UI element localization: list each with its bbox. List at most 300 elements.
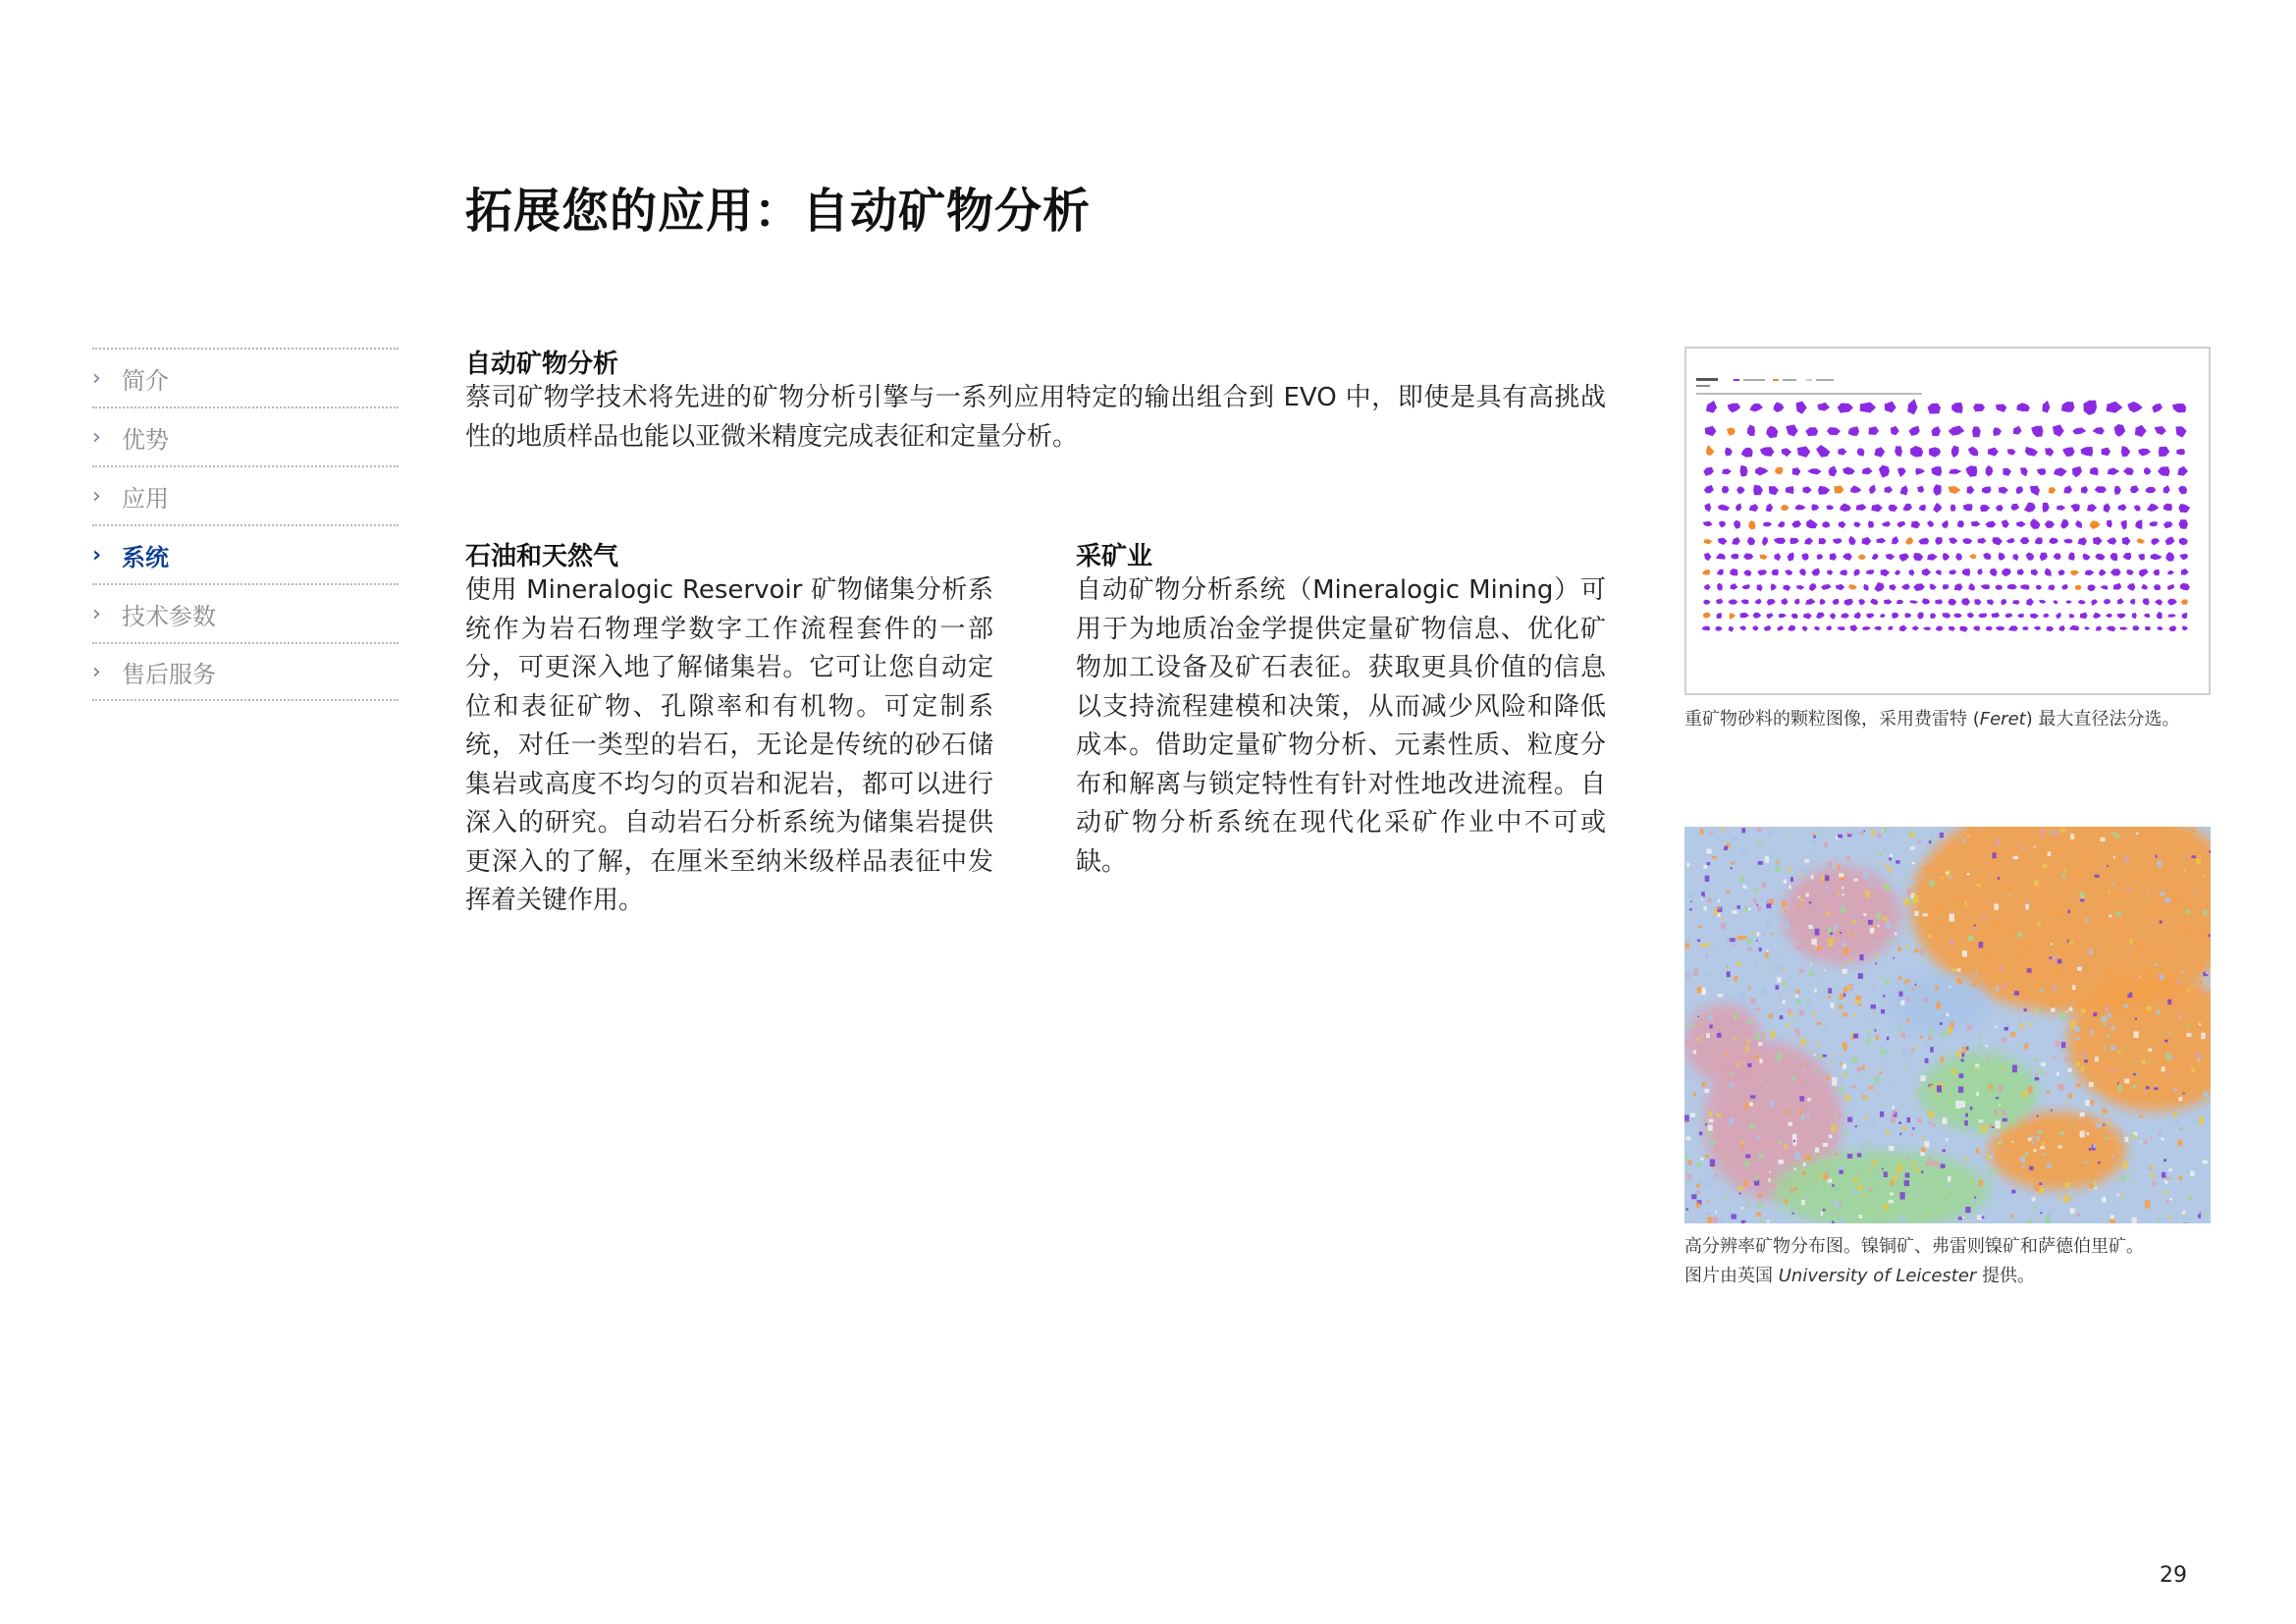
mineral-distribution-map: [1684, 827, 2211, 1223]
mineral-speck: [2040, 1213, 2042, 1215]
mineral-speck: [2017, 847, 2021, 851]
mineral-speck: [1791, 1077, 1795, 1081]
mineral-speck: [1887, 941, 1890, 946]
mineral-speck: [1759, 947, 1762, 951]
grain-shape: [1913, 553, 1923, 561]
mineral-speck: [1828, 928, 1832, 931]
mineral-speck: [2116, 1156, 2120, 1159]
grain-shape: [1849, 624, 1857, 631]
mineral-speck: [2160, 920, 2163, 923]
mineral-speck: [1876, 913, 1881, 920]
grain-shape: [1753, 485, 1763, 496]
mineral-speck: [1745, 1155, 1750, 1159]
grain-shape: [1785, 569, 1792, 574]
grain-shape: [1802, 486, 1811, 493]
mineral-speck: [1770, 853, 1773, 857]
mineral-speck: [2037, 910, 2039, 913]
caption-italic: Feret: [1979, 709, 2026, 730]
grain-shape: [2157, 612, 2163, 619]
mineral-speck: [1962, 950, 1967, 957]
mineral-speck: [2116, 1194, 2119, 1196]
mineral-speck: [1839, 873, 1843, 877]
mineral-speck: [1976, 1092, 1979, 1096]
grain-shape: [1870, 599, 1879, 606]
mineral-speck: [1900, 1001, 1904, 1005]
grain-shape: [1775, 467, 1783, 474]
grain-shape: [2096, 626, 2103, 631]
mineral-speck: [1846, 855, 1850, 860]
grain-shape: [1719, 521, 1726, 528]
mineral-speck: [1801, 1200, 1805, 1205]
mineral-speck: [1962, 1217, 1964, 1218]
mineral-speck: [2105, 1047, 2107, 1049]
mineral-speck: [1868, 1086, 1873, 1089]
mineral-speck: [2074, 902, 2076, 903]
grain-shape: [2175, 426, 2186, 437]
mineral-speck: [1885, 1050, 1889, 1054]
mineral-speck: [1832, 910, 1837, 916]
mineral-speck: [1957, 981, 1962, 985]
mineral-speck: [1708, 1125, 1713, 1131]
mineral-speck: [2149, 1167, 2152, 1169]
mineral-speck: [1722, 829, 1726, 832]
mineral-speck: [1756, 855, 1758, 857]
mineral-speck: [1929, 1121, 1932, 1124]
mineral-speck: [1690, 901, 1692, 903]
mineral-speck: [2044, 903, 2048, 906]
mineral-speck: [2135, 1060, 2137, 1062]
grain-shape: [1796, 402, 1807, 414]
mineral-speck: [1795, 995, 1799, 998]
mineral-speck: [1871, 830, 1875, 836]
mineral-speck: [2139, 980, 2141, 982]
mineral-speck: [2193, 891, 2197, 893]
mineral-speck: [1795, 909, 1800, 913]
mineral-speck: [1972, 899, 1978, 907]
mineral-speck: [2072, 985, 2076, 990]
mineral-speck: [1775, 965, 1780, 973]
mineral-speck: [1727, 966, 1729, 968]
mineral-speck: [1861, 1142, 1866, 1149]
mineral-speck: [1791, 967, 1793, 969]
grain-shape: [2057, 569, 2064, 575]
grain-shape: [2154, 584, 2162, 590]
mineral-speck: [1795, 946, 1801, 949]
grain-shape: [1786, 424, 1797, 436]
mineral-speck: [1801, 1084, 1803, 1085]
grain-shape: [1747, 425, 1755, 437]
mineral-speck: [1947, 1185, 1949, 1188]
grain-shape: [2150, 521, 2158, 526]
mining-heading: 采矿业: [1076, 542, 1153, 571]
mineral-speck: [1686, 1174, 1691, 1179]
sidebar-item-service[interactable]: [92, 642, 399, 701]
mineral-speck: [1812, 946, 1814, 947]
mineral-speck: [1990, 1157, 1992, 1158]
mineral-speck: [1989, 1085, 1994, 1089]
mineral-speck: [1842, 1012, 1847, 1016]
mineral-speck: [1913, 894, 1919, 903]
sidebar-item-applications[interactable]: [92, 465, 399, 524]
grain-shape: [1735, 504, 1741, 512]
grain-shape: [2004, 613, 2012, 618]
mineral-speck: [1718, 994, 1723, 997]
grain-shape: [2135, 519, 2142, 528]
sidebar-item-intro[interactable]: [92, 348, 399, 406]
mineral-speck: [1809, 971, 1814, 976]
grain-shape: [1814, 626, 1820, 630]
mineral-speck: [1921, 1170, 1923, 1173]
mineral-speck: [1702, 1082, 1706, 1088]
mineral-speck: [2023, 1073, 2026, 1075]
mineral-speck: [1725, 1131, 1728, 1133]
mineral-speck: [2036, 1136, 2039, 1141]
mineral-speck: [1912, 1163, 1916, 1165]
grain-shape: [1972, 426, 1981, 437]
grain-shape: [2158, 466, 2170, 476]
mineral-speck: [1899, 992, 1903, 997]
mineral-speck: [1968, 936, 1973, 942]
sidebar-item-advantages[interactable]: [92, 406, 399, 465]
mineral-speck: [1912, 1127, 1914, 1129]
mineral-speck: [1865, 891, 1870, 897]
grain-shape: [1743, 570, 1751, 576]
mineral-speck: [1758, 1042, 1762, 1046]
mineral-speck: [1755, 961, 1758, 965]
grain-shape: [2121, 446, 2130, 457]
mineral-speck: [1828, 861, 1833, 866]
mineral-speck: [1741, 1207, 1743, 1209]
mineral-speck: [1968, 1071, 1970, 1072]
mineral-speck: [2000, 966, 2004, 970]
mineral-speck: [1923, 1136, 1925, 1139]
mineral-speck: [1974, 925, 1976, 927]
mineral-speck: [1688, 893, 1692, 896]
mineral-speck: [1756, 1213, 1761, 1217]
mineral-speck: [2052, 986, 2056, 991]
mineral-speck: [2117, 1082, 2119, 1084]
mineral-speck: [1694, 969, 1699, 976]
mineral-speck: [1942, 975, 1944, 977]
grain-shape: [1968, 583, 1975, 591]
grain-shape: [1703, 521, 1713, 527]
grain-shape: [2130, 485, 2139, 493]
mineral-speck: [1824, 1173, 1829, 1180]
mineral-speck: [2128, 976, 2132, 979]
mineral-speck: [1701, 1034, 1704, 1038]
grain-shape: [2123, 467, 2134, 475]
mineral-speck: [1759, 1153, 1763, 1158]
mineral-speck: [1899, 911, 1903, 913]
mineral-speck: [1904, 1067, 1906, 1070]
grain-shape: [1722, 486, 1729, 494]
mineral-speck: [1876, 1172, 1878, 1174]
mineral-speck: [2035, 1131, 2037, 1134]
mineral-speck: [2023, 967, 2025, 970]
mineral-speck: [1894, 1175, 1898, 1181]
mineral-speck: [1845, 1095, 1850, 1102]
mineral-speck: [1786, 1110, 1789, 1114]
mineral-speck: [1967, 873, 1970, 875]
mineral-speck: [2123, 1054, 2125, 1056]
mineral-speck: [1708, 1110, 1712, 1116]
mineral-speck: [2169, 1032, 2172, 1035]
mineral-speck: [1949, 876, 1952, 879]
mineral-speck: [2072, 840, 2075, 843]
mineral-speck: [2119, 843, 2123, 849]
grain-shape: [1909, 600, 1918, 604]
grain-shape: [2056, 506, 2065, 511]
mineral-speck: [2061, 949, 2066, 954]
mineral-speck: [1898, 1121, 1901, 1124]
grain-shape: [2163, 521, 2173, 528]
mineral-speck: [1920, 1036, 1923, 1039]
caption-text: 高分辨率矿物分布图。镍铜矿、弗雷则镍矿和萨德伯里矿。: [1684, 1236, 2144, 1257]
mineral-speck: [2061, 1042, 2066, 1048]
mineral-speck: [1876, 1035, 1879, 1040]
mineral-speck: [1972, 1024, 1974, 1026]
grain-shape: [1899, 625, 1907, 632]
mineral-speck: [2028, 1023, 2032, 1026]
mineral-speck: [1961, 1059, 1964, 1062]
mineral-speck: [1838, 865, 1841, 870]
mineral-speck: [1810, 963, 1812, 965]
mineral-speck: [2011, 1141, 2013, 1142]
mineral-speck: [2151, 837, 2155, 842]
mineral-speck: [1963, 905, 1966, 909]
mineral-speck: [2111, 903, 2114, 905]
grain-shape: [2114, 424, 2126, 437]
mineral-speck: [1950, 1192, 1952, 1194]
mineral-speck: [2175, 1148, 2177, 1149]
mineral-speck: [1996, 1026, 1998, 1029]
mineral-speck: [1697, 1016, 1699, 1017]
mineral-speck: [1821, 881, 1823, 884]
mineral-speck: [1761, 1114, 1764, 1118]
mineral-speck: [2139, 1115, 2143, 1118]
mineral-speck: [2081, 1067, 2085, 1072]
mineral-speck: [2145, 955, 2150, 959]
mineral-speck: [1982, 1073, 1986, 1077]
mineral-speck: [1707, 1217, 1712, 1223]
mineral-speck: [1701, 1158, 1704, 1161]
grain-shape: [2013, 426, 2022, 435]
mineral-speck: [2141, 1059, 2146, 1063]
mineral-speck: [1997, 1142, 2000, 1145]
grain-shape: [2091, 599, 2098, 606]
mineral-speck: [1763, 933, 1765, 935]
grain-shape: [2049, 487, 2056, 494]
mineral-speck: [1996, 1097, 1999, 1099]
mineral-speck: [1828, 988, 1832, 994]
mineral-speck: [2097, 1086, 2099, 1088]
mineral-speck: [1973, 928, 1976, 931]
mineral-speck: [1784, 880, 1787, 885]
grain-shape: [2117, 614, 2126, 619]
mineral-speck: [2107, 1035, 2109, 1038]
mineral-speck: [2045, 1072, 2047, 1074]
mineral-speck: [1727, 890, 1730, 893]
mineral-speck: [2074, 1094, 2076, 1096]
mineral-speck: [1700, 944, 1705, 947]
mineral-speck: [1802, 1171, 1806, 1175]
mineral-speck: [1857, 1172, 1859, 1175]
mineral-speck: [1792, 1134, 1796, 1140]
mineral-speck: [1904, 1180, 1909, 1186]
mineral-speck: [2200, 1213, 2202, 1214]
mineral-speck: [2141, 932, 2143, 933]
mineral-speck: [1949, 940, 1954, 945]
mineral-speck: [1737, 1187, 1742, 1191]
mineral-speck: [1904, 1110, 1906, 1113]
mineral-speck: [1882, 917, 1887, 921]
mineral-speck: [2014, 969, 2018, 974]
grain-shape: [1802, 554, 1809, 561]
grain-shape: [1703, 613, 1711, 619]
mineral-speck: [1777, 861, 1779, 865]
mineral-speck: [1864, 831, 1866, 833]
mineral-speck: [1769, 1014, 1773, 1019]
mineral-speck: [2133, 976, 2137, 979]
mineral-speck: [1923, 998, 1928, 1001]
sidebar-item-label: 应用: [122, 484, 169, 513]
grain-shape: [1816, 445, 1830, 458]
grain-shape: [1803, 613, 1812, 619]
grain-shape: [2064, 539, 2073, 544]
mineral-speck: [1879, 1071, 1883, 1074]
grain-shape: [2070, 570, 2079, 576]
mineral-speck: [1693, 1051, 1696, 1055]
mineral-speck: [1788, 1008, 1791, 1013]
mineral-speck: [2068, 910, 2070, 913]
mineral-speck: [2112, 978, 2115, 980]
mineral-speck: [1914, 911, 1918, 916]
mineral-speck: [2101, 833, 2104, 837]
mineral-speck: [1848, 900, 1850, 902]
grain-shape: [2020, 467, 2028, 476]
mineral-speck: [1890, 1181, 1894, 1185]
mineral-speck: [1852, 1056, 1857, 1062]
mineral-speck: [1756, 1008, 1760, 1011]
grain-shape: [1862, 467, 1873, 474]
mineral-speck: [2078, 923, 2080, 926]
mineral-speck: [2054, 1056, 2056, 1058]
mineral-speck: [1916, 1093, 1919, 1096]
grain-shape: [2127, 402, 2142, 412]
grain-shape: [1833, 538, 1842, 544]
mineral-speck: [1834, 1115, 1837, 1117]
mineral-speck: [1686, 1208, 1688, 1210]
mineral-speck: [2034, 1058, 2039, 1062]
mineral-speck: [1900, 1192, 1905, 1199]
mineral-speck: [1826, 887, 1830, 890]
grain-shape: [2093, 613, 2102, 619]
mineral-speck: [2061, 874, 2065, 878]
grain-shape: [2146, 487, 2157, 493]
mineral-speck: [2160, 1016, 2162, 1018]
grain-shape: [2044, 614, 2050, 618]
mineral-speck: [2190, 1171, 2195, 1177]
mineral-speck: [2174, 846, 2177, 850]
mineral-speck: [1834, 1058, 1836, 1060]
grain-shape: [1706, 401, 1717, 413]
mineral-speck: [1705, 1155, 1709, 1158]
mineral-speck: [2080, 899, 2085, 902]
grain-shape: [1704, 553, 1711, 561]
grain-shape: [1948, 599, 1956, 606]
mineral-speck: [1766, 903, 1771, 908]
grain-shape: [1791, 614, 1798, 619]
mineral-speck: [1831, 1059, 1833, 1062]
grain-shape: [1913, 583, 1925, 591]
mineral-speck: [2064, 1195, 2069, 1202]
mineral-speck: [2059, 926, 2062, 928]
sidebar-item-systems[interactable]: [92, 524, 399, 583]
grain-shape: [2108, 467, 2120, 474]
mineral-speck: [2179, 1097, 2183, 1101]
sidebar-item-specs[interactable]: [92, 583, 399, 642]
mineral-speck: [1974, 1196, 1976, 1198]
mineral-speck: [1982, 916, 1987, 919]
grain-shape: [2142, 584, 2149, 590]
mineral-speck: [1843, 1047, 1847, 1052]
mineral-speck: [1793, 1140, 1795, 1142]
mineral-speck: [2040, 990, 2044, 993]
mineral-speck: [2139, 977, 2141, 978]
grain-shape: [1892, 536, 1898, 544]
mineral-speck: [1859, 1077, 1862, 1079]
mineral-speck: [1892, 1110, 1896, 1114]
mineral-speck: [1854, 916, 1856, 919]
mineral-speck: [1999, 1105, 2001, 1107]
mineral-speck: [1902, 1052, 1904, 1053]
grain-shape: [2010, 504, 2019, 511]
mineral-speck: [1837, 1183, 1839, 1185]
mineral-speck: [2024, 1044, 2028, 1050]
mineral-speck: [2059, 1132, 2064, 1135]
mineral-speck: [1716, 947, 1719, 950]
sidebar-item-label: 售后服务: [122, 660, 216, 688]
mineral-speck: [1707, 862, 1710, 865]
mineral-speck: [2084, 1059, 2088, 1062]
mineral-speck: [2047, 1091, 2051, 1094]
mineral-speck: [1796, 990, 1800, 994]
mineral-speck: [1858, 1185, 1863, 1190]
mineral-speck: [1928, 852, 1931, 854]
mineral-speck: [1832, 1077, 1837, 1086]
grain-shape: [1830, 553, 1837, 561]
grain-shape: [1702, 569, 1710, 574]
mineral-speck: [2081, 1001, 2085, 1004]
mineral-speck: [1840, 1218, 1843, 1222]
mineral-speck: [1929, 1029, 1933, 1034]
grain-shape: [1967, 613, 1974, 618]
mineral-speck: [2196, 858, 2201, 864]
grain-shape: [1917, 613, 1923, 620]
mineral-speck: [2004, 1027, 2008, 1031]
mineral-speck: [1867, 1038, 1871, 1044]
mineral-speck: [1715, 1174, 1719, 1177]
grain-shape: [1996, 505, 2003, 512]
mineral-speck: [2098, 1162, 2101, 1164]
grain-shape: [2059, 625, 2065, 631]
mineral-speck: [1872, 1161, 1876, 1165]
grain-shape: [2158, 626, 2163, 630]
mineral-speck: [2117, 893, 2122, 898]
grain-shape: [1811, 568, 1820, 576]
mineral-speck: [1968, 1128, 1972, 1134]
mineral-speck: [1993, 852, 1997, 858]
